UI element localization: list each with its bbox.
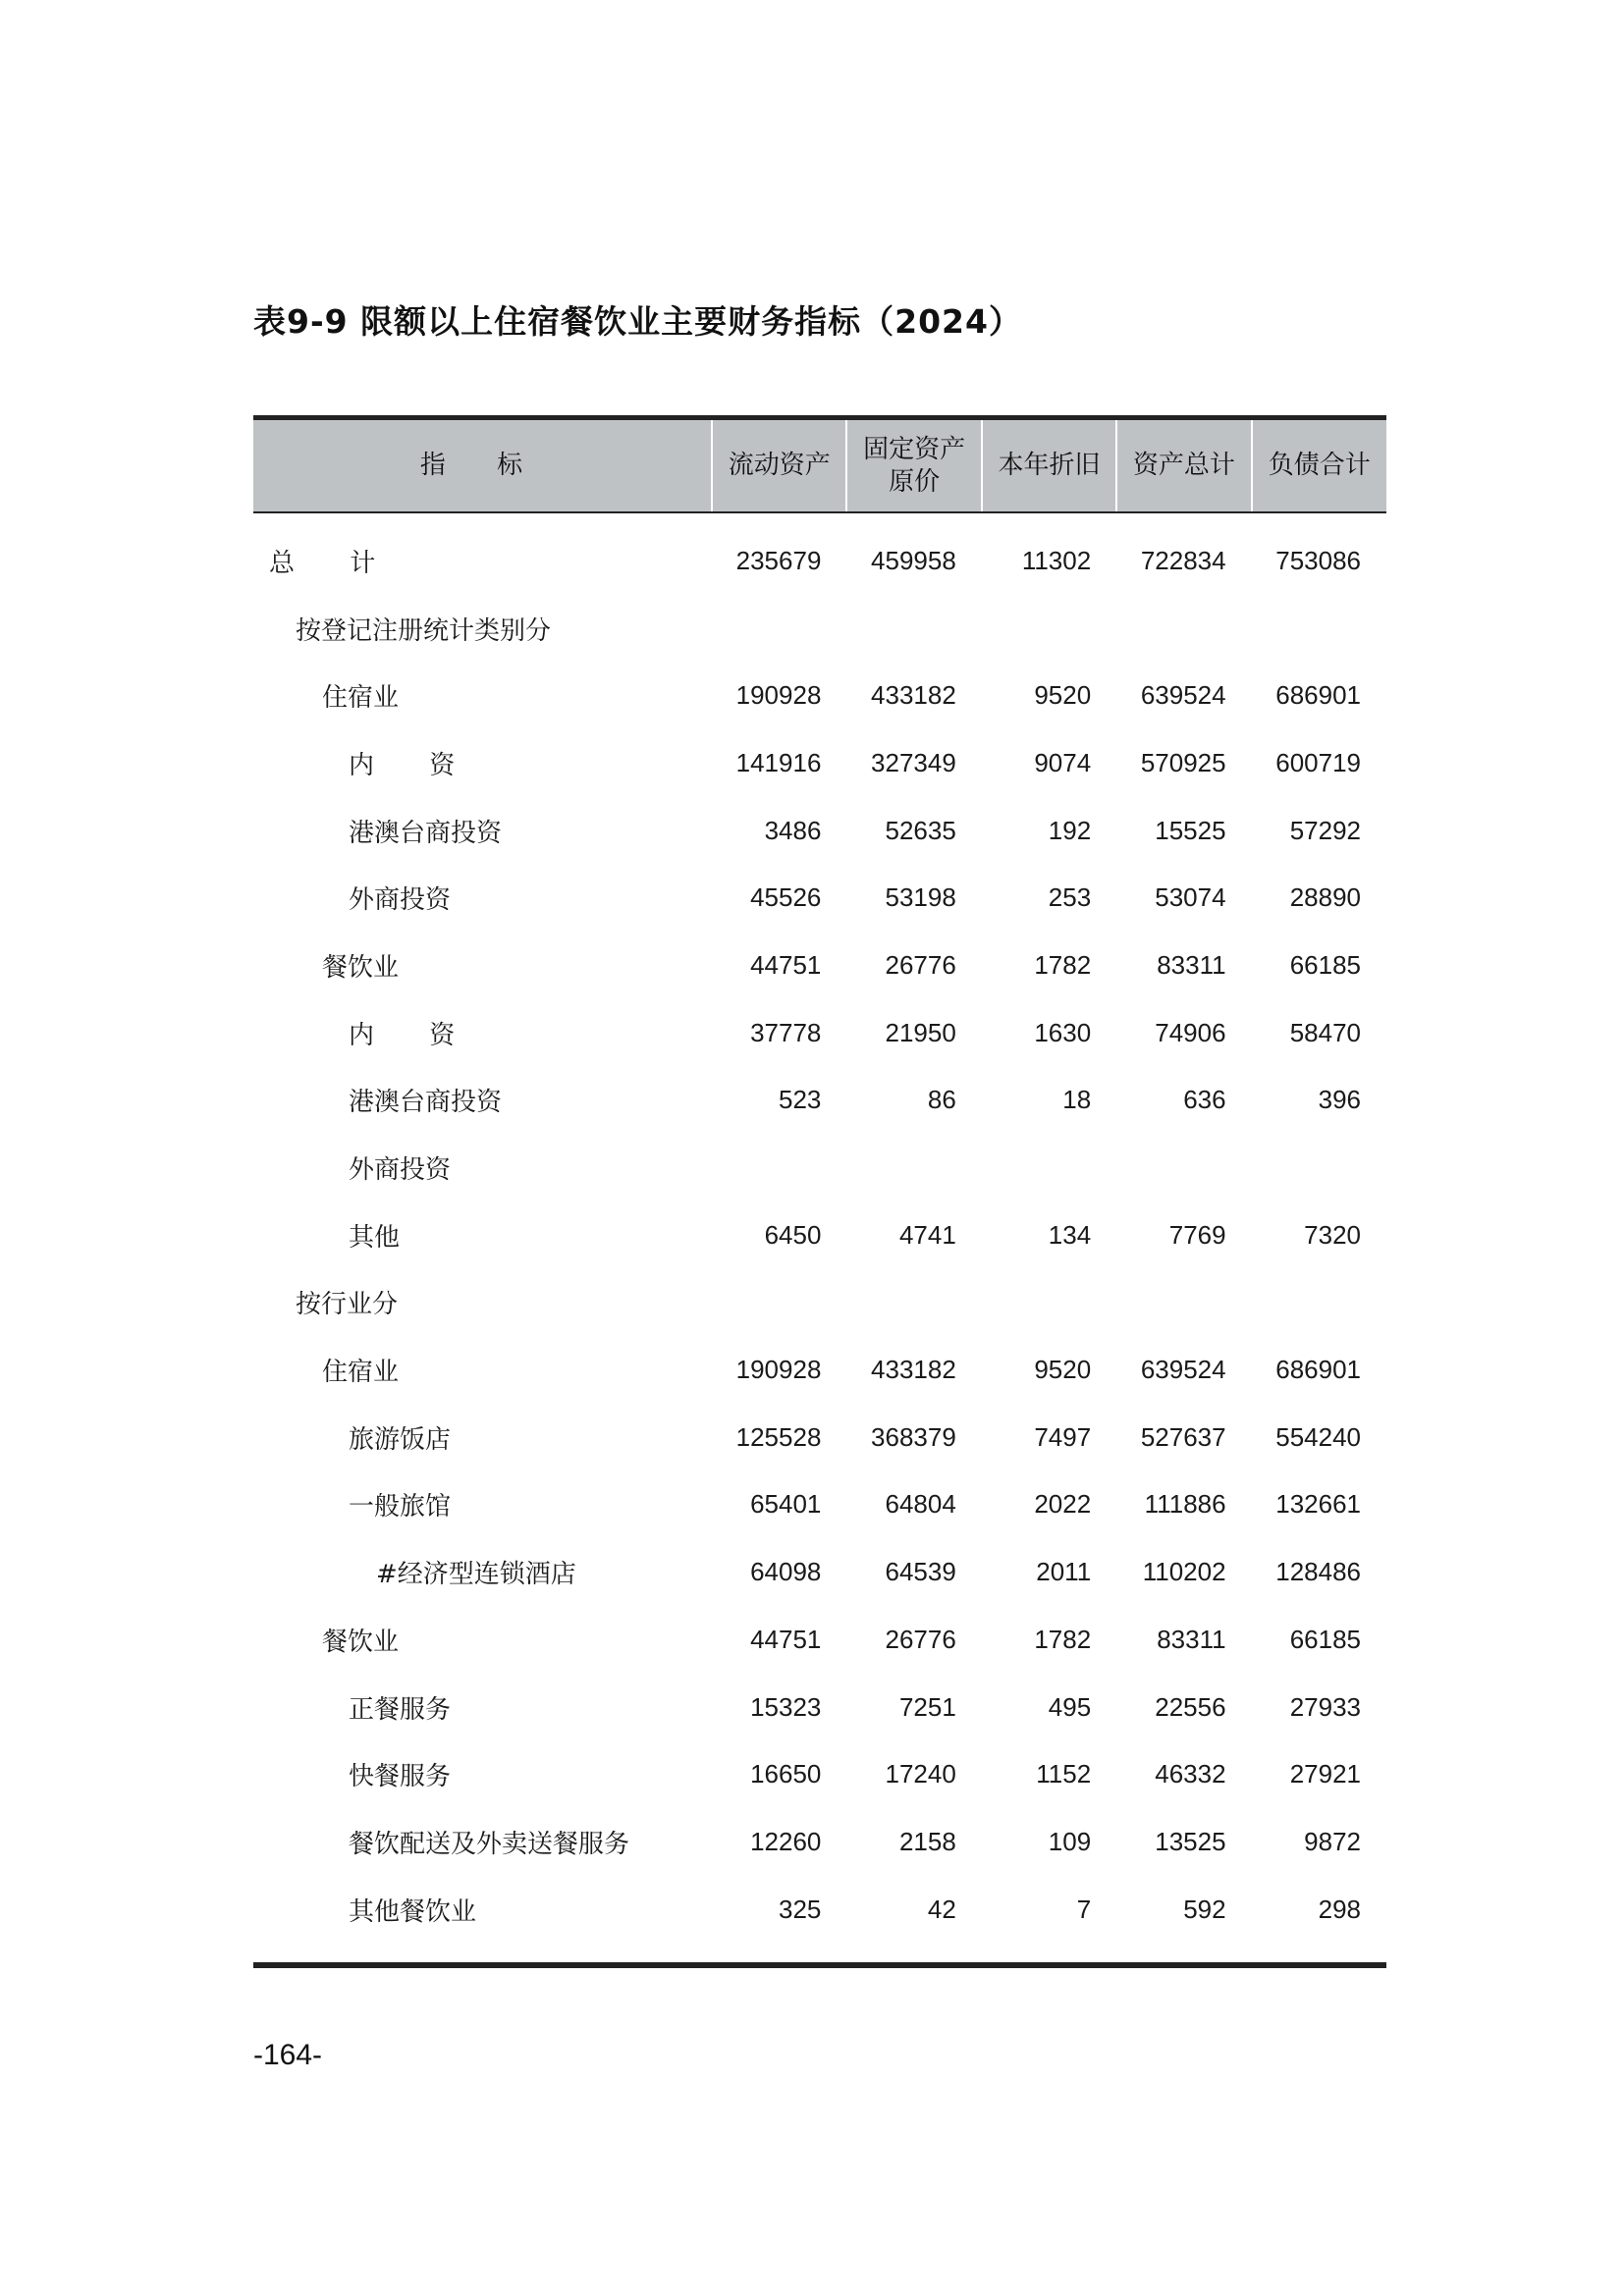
cell-value: 722834 bbox=[1140, 545, 1226, 575]
header-fixed-assets-original-value bbox=[846, 418, 981, 513]
cell-value: 1152 bbox=[1036, 1759, 1092, 1789]
cell-value: 42 bbox=[927, 1894, 956, 1924]
cell-value: 53074 bbox=[1155, 882, 1226, 913]
table-row bbox=[253, 595, 1386, 663]
cell-value: 600719 bbox=[1275, 747, 1361, 777]
row-label: 餐饮业 bbox=[322, 1627, 400, 1657]
cell-value: 298 bbox=[1318, 1894, 1361, 1924]
cell-value: 9074 bbox=[1034, 747, 1092, 777]
table-row bbox=[253, 1067, 1386, 1135]
cell-value: 83311 bbox=[1157, 1624, 1226, 1654]
cell-value: 26776 bbox=[885, 949, 956, 980]
cell-value bbox=[982, 1269, 1116, 1337]
cell-value: 527637 bbox=[1140, 1421, 1226, 1452]
cell-value: 253 bbox=[1048, 882, 1092, 913]
cell-value bbox=[1252, 595, 1386, 663]
cell-value bbox=[982, 1134, 1116, 1201]
cell-value: 111886 bbox=[1144, 1489, 1226, 1520]
cell-value: 66185 bbox=[1289, 949, 1361, 980]
cell-value bbox=[846, 1134, 981, 1201]
cell-value: 86 bbox=[927, 1085, 956, 1115]
cell-value: 368379 bbox=[871, 1421, 956, 1452]
cell-value: 27921 bbox=[1289, 1759, 1361, 1789]
cell-value: 523 bbox=[779, 1085, 822, 1115]
cell-value: 45526 bbox=[750, 882, 822, 913]
cell-value: 17240 bbox=[885, 1759, 956, 1789]
cell-value: 109 bbox=[1048, 1826, 1092, 1856]
cell-value: 459958 bbox=[871, 545, 956, 575]
cell-value: 686901 bbox=[1275, 1355, 1361, 1385]
table-row bbox=[253, 512, 1386, 595]
table-row bbox=[253, 999, 1386, 1067]
cell-value: 327349 bbox=[871, 747, 956, 777]
table-row bbox=[253, 1674, 1386, 1741]
header-total-liabilities: 负债合计 bbox=[1252, 418, 1386, 513]
row-label: 港澳台商投资 bbox=[349, 818, 503, 848]
table-row bbox=[253, 1134, 1386, 1201]
table-row bbox=[253, 1740, 1386, 1808]
cell-value: 134 bbox=[1048, 1219, 1092, 1250]
cell-value: 46332 bbox=[1155, 1759, 1226, 1789]
table-row bbox=[253, 932, 1386, 999]
table-row bbox=[253, 1269, 1386, 1337]
cell-value bbox=[1116, 1134, 1251, 1201]
cell-value: 15525 bbox=[1155, 815, 1226, 845]
row-label: 内 资 bbox=[349, 1020, 479, 1050]
header-current-assets: 流动资产 bbox=[712, 418, 846, 513]
cell-value: 16650 bbox=[750, 1759, 822, 1789]
cell-value: 554240 bbox=[1275, 1421, 1361, 1452]
cell-value: 64804 bbox=[885, 1489, 956, 1520]
row-label: 按登记注册统计类别分 bbox=[296, 615, 552, 646]
cell-value: 9872 bbox=[1304, 1826, 1361, 1856]
row-label: 一般旅馆 bbox=[349, 1492, 452, 1522]
cell-value bbox=[1116, 1269, 1251, 1337]
cell-value: 3486 bbox=[764, 815, 822, 845]
cell-value: 1630 bbox=[1034, 1017, 1092, 1047]
row-label: 其他 bbox=[349, 1222, 401, 1253]
table-row bbox=[253, 1201, 1386, 1269]
cell-value: 21950 bbox=[885, 1017, 956, 1047]
row-label: 旅游饭店 bbox=[349, 1424, 452, 1455]
header-row bbox=[253, 418, 1386, 513]
row-label: 港澳台商投资 bbox=[349, 1088, 503, 1118]
cell-value: 6450 bbox=[764, 1219, 822, 1250]
cell-value: 64098 bbox=[750, 1557, 822, 1587]
row-label: 内 资 bbox=[349, 750, 479, 780]
row-label: 住宿业 bbox=[322, 683, 400, 714]
cell-value: 37778 bbox=[750, 1017, 822, 1047]
row-label: 按行业分 bbox=[296, 1290, 399, 1320]
cell-value: 433182 bbox=[871, 680, 956, 711]
cell-value: 7 bbox=[1076, 1894, 1092, 1924]
cell-value: 433182 bbox=[871, 1355, 956, 1385]
table-row bbox=[253, 662, 1386, 729]
table-row bbox=[253, 1808, 1386, 1876]
cell-value: 2022 bbox=[1034, 1489, 1092, 1520]
cell-value: 2011 bbox=[1036, 1557, 1092, 1587]
cell-value: 26776 bbox=[885, 1624, 956, 1654]
row-label: 总 计 bbox=[269, 548, 400, 578]
cell-value: 28890 bbox=[1289, 882, 1361, 913]
cell-value: 22556 bbox=[1155, 1691, 1226, 1722]
bottom-rule bbox=[253, 1943, 1386, 1965]
cell-value: 53198 bbox=[885, 882, 956, 913]
row-label: 餐饮业 bbox=[322, 952, 400, 983]
cell-value: 11302 bbox=[1021, 545, 1092, 575]
cell-value bbox=[1116, 595, 1251, 663]
table-row bbox=[253, 1471, 1386, 1539]
cell-value: 128486 bbox=[1275, 1557, 1361, 1587]
cell-value: 7769 bbox=[1168, 1219, 1226, 1250]
table-row bbox=[253, 1606, 1386, 1674]
table-row bbox=[253, 1538, 1386, 1606]
cell-value: 570925 bbox=[1140, 747, 1226, 777]
cell-value: 9520 bbox=[1034, 680, 1092, 711]
cell-value: 2158 bbox=[898, 1826, 956, 1856]
page-number: -164- bbox=[253, 2039, 323, 2071]
cell-value: 686901 bbox=[1275, 680, 1361, 711]
cell-value: 592 bbox=[1183, 1894, 1226, 1924]
cell-value: 15323 bbox=[750, 1691, 822, 1722]
cell-value: 13525 bbox=[1155, 1826, 1226, 1856]
cell-value: 141916 bbox=[735, 747, 822, 777]
cell-value: 235679 bbox=[735, 545, 822, 575]
cell-value: 4741 bbox=[898, 1219, 956, 1250]
data-table bbox=[253, 415, 1386, 1968]
row-label: 住宿业 bbox=[322, 1358, 400, 1388]
table-row bbox=[253, 729, 1386, 797]
cell-value: 190928 bbox=[735, 680, 822, 711]
cell-value: 83311 bbox=[1157, 949, 1226, 980]
bottom-rule-line bbox=[253, 1965, 1386, 1968]
cell-value: 639524 bbox=[1140, 680, 1226, 711]
cell-value: 192 bbox=[1048, 815, 1092, 845]
cell-value bbox=[1252, 1269, 1386, 1337]
table-row bbox=[253, 797, 1386, 865]
cell-value: 74906 bbox=[1155, 1017, 1226, 1047]
header-total-assets: 资产总计 bbox=[1116, 418, 1251, 513]
row-label: 外商投资 bbox=[349, 1155, 452, 1186]
table-row bbox=[253, 1876, 1386, 1944]
row-label: 外商投资 bbox=[349, 885, 452, 916]
cell-value: 27933 bbox=[1289, 1691, 1361, 1722]
row-label: 正餐服务 bbox=[349, 1694, 452, 1725]
cell-value: 1782 bbox=[1034, 1624, 1092, 1654]
cell-value: 12260 bbox=[750, 1826, 822, 1856]
cell-value: 7251 bbox=[898, 1691, 956, 1722]
header-fixed-assets-line1: 固定资产 bbox=[863, 434, 966, 464]
cell-value: 44751 bbox=[750, 1624, 822, 1654]
cell-value: 636 bbox=[1183, 1085, 1226, 1115]
table-row bbox=[253, 1404, 1386, 1471]
header-indicator: 指 标 bbox=[253, 418, 712, 513]
cell-value bbox=[982, 595, 1116, 663]
cell-value: 7320 bbox=[1304, 1219, 1361, 1250]
cell-value: 65401 bbox=[750, 1489, 822, 1520]
row-label: #经济型连锁酒店 bbox=[376, 1560, 576, 1590]
cell-value: 110202 bbox=[1142, 1557, 1226, 1587]
cell-value: 7497 bbox=[1034, 1421, 1092, 1452]
header-fixed-assets-line2: 原价 bbox=[889, 466, 941, 497]
row-label: 其他餐饮业 bbox=[349, 1896, 477, 1927]
row-label: 餐饮配送及外卖送餐服务 bbox=[349, 1829, 630, 1859]
cell-value: 639524 bbox=[1140, 1355, 1226, 1385]
cell-value: 58470 bbox=[1289, 1017, 1361, 1047]
cell-value bbox=[712, 595, 846, 663]
cell-value: 325 bbox=[779, 1894, 822, 1924]
financial-indicators-table bbox=[253, 415, 1386, 1968]
cell-value bbox=[1252, 1134, 1386, 1201]
cell-value bbox=[712, 1134, 846, 1201]
cell-value: 44751 bbox=[750, 949, 822, 980]
cell-value bbox=[846, 1269, 981, 1337]
cell-value: 18 bbox=[1062, 1085, 1092, 1115]
cell-value: 9520 bbox=[1034, 1355, 1092, 1385]
cell-value bbox=[712, 1269, 846, 1337]
cell-value: 52635 bbox=[885, 815, 956, 845]
cell-value: 1782 bbox=[1034, 949, 1092, 980]
cell-value: 495 bbox=[1048, 1691, 1092, 1722]
table-row bbox=[253, 1336, 1386, 1404]
cell-value: 57292 bbox=[1289, 815, 1361, 845]
cell-value bbox=[846, 595, 981, 663]
cell-value: 132661 bbox=[1275, 1489, 1361, 1520]
header-annual-depreciation: 本年折旧 bbox=[982, 418, 1116, 513]
table-row bbox=[253, 864, 1386, 932]
cell-value: 190928 bbox=[735, 1355, 822, 1385]
cell-value: 66185 bbox=[1289, 1624, 1361, 1654]
row-label: 快餐服务 bbox=[349, 1762, 452, 1792]
cell-value: 396 bbox=[1318, 1085, 1361, 1115]
cell-value: 125528 bbox=[735, 1421, 822, 1452]
table-title: 表9-9 限额以上住宿餐饮业主要财务指标（2024） bbox=[253, 302, 1022, 341]
cell-value: 753086 bbox=[1275, 545, 1361, 575]
cell-value: 64539 bbox=[885, 1557, 956, 1587]
